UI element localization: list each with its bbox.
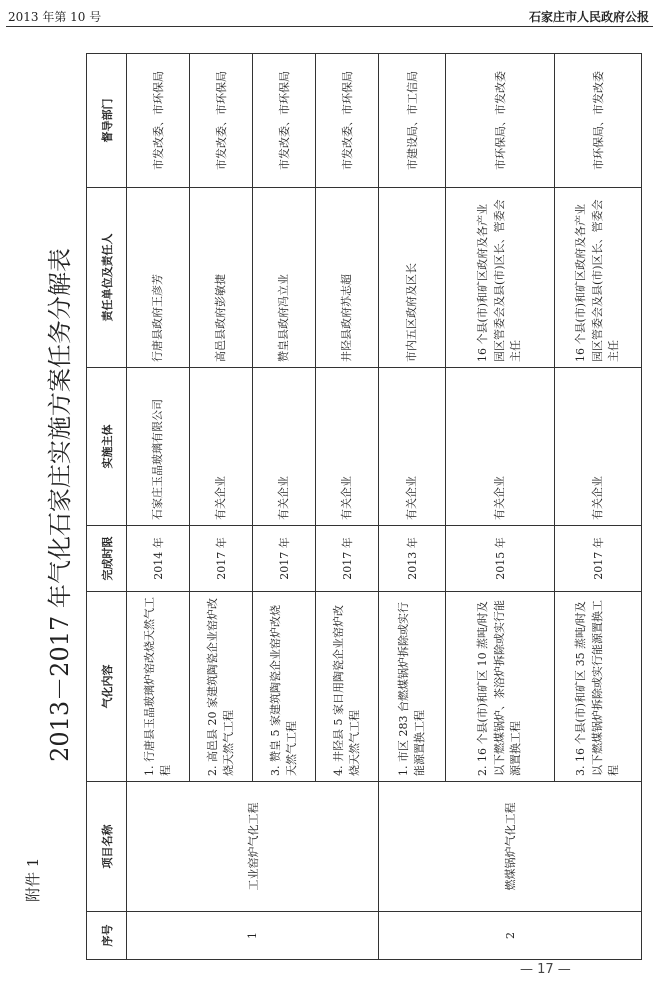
deadline-cell: 2017 年 bbox=[190, 526, 253, 592]
header-deadline: 完成时限 bbox=[87, 526, 127, 592]
supervisor-cell: 市环保局、市发改委 bbox=[555, 54, 642, 188]
header-no: 序号 bbox=[87, 912, 127, 960]
row-number: 1 bbox=[127, 912, 379, 960]
header-content: 气化内容 bbox=[87, 592, 127, 782]
responsible-cell: 市内五区政府及区长 bbox=[379, 188, 446, 368]
project-name: 燃煤锅炉气化工程 bbox=[379, 782, 642, 912]
responsible-cell: 高邑县政府彭敏捷 bbox=[190, 188, 253, 368]
supervisor-cell: 市环保局、市发改委 bbox=[446, 54, 555, 188]
subject-cell: 有关企业 bbox=[253, 368, 316, 526]
subject-cell: 石家庄玉晶玻璃有限公司 bbox=[127, 368, 190, 526]
responsible-cell: 井陉县政府苏志超 bbox=[316, 188, 379, 368]
responsible-cell: 16 个县(市)和矿区政府及各产业园区管委会及县(市)区长、管委会主任 bbox=[555, 188, 642, 368]
subject-cell: 有关企业 bbox=[190, 368, 253, 526]
subject-cell: 有关企业 bbox=[316, 368, 379, 526]
table-row bbox=[127, 54, 190, 960]
header-project: 项目名称 bbox=[87, 782, 127, 912]
header-supervisor: 督导部门 bbox=[87, 54, 127, 188]
issue-number: 2013 年第 10 号 bbox=[8, 10, 102, 24]
task-table bbox=[86, 53, 642, 960]
content-cell: 1. 市区 283 台燃煤锅炉拆除或实行能源置换工程 bbox=[379, 592, 446, 782]
subject-cell: 有关企业 bbox=[555, 368, 642, 526]
content-cell: 4. 井陉县 5 家日用陶瓷企业窑炉改烧天然气工程 bbox=[316, 592, 379, 782]
supervisor-cell: 市发改委、市环保局 bbox=[316, 54, 379, 188]
rotated-table-area bbox=[40, 50, 648, 960]
deadline-cell: 2013 年 bbox=[379, 526, 446, 592]
deadline-cell: 2017 年 bbox=[253, 526, 316, 592]
subject-cell: 有关企业 bbox=[446, 368, 555, 526]
document-title: 2013－2017 年气化石家庄实施方案任务分解表 bbox=[46, 248, 74, 762]
responsible-cell: 行唐县政府王彦芳 bbox=[127, 188, 190, 368]
responsible-cell: 16 个县(市)和矿区政府及各产业园区管委会及县(市)区长、管委会主任 bbox=[446, 188, 555, 368]
content-cell: 3. 赞皇 5 家建筑陶瓷企业窑炉改烧天然气工程 bbox=[253, 592, 316, 782]
content-cell: 2. 高邑县 20 家建筑陶瓷企业窑炉改烧天然气工程 bbox=[190, 592, 253, 782]
content-cell: 1. 行唐县玉晶玻璃炉窑改烧天然气工程 bbox=[127, 592, 190, 782]
header-subject: 实施主体 bbox=[87, 368, 127, 526]
content-cell: 3. 16 个县(市)和矿区 35 蒸吨/时及以下燃煤锅炉拆除或实行能源置换工程 bbox=[555, 592, 642, 782]
responsible-cell: 赞皇县政府冯立业 bbox=[253, 188, 316, 368]
header-rule bbox=[6, 26, 653, 27]
subject-cell: 有关企业 bbox=[379, 368, 446, 526]
supervisor-cell: 市建设局、市工信局 bbox=[379, 54, 446, 188]
supervisor-cell: 市发改委、市环保局 bbox=[190, 54, 253, 188]
header-responsible: 责任单位及责任人 bbox=[87, 188, 127, 368]
content-cell: 2. 16 个县(市)和矿区 10 蒸吨/时及以下燃煤锅炉、茶浴炉拆除或实行能源置换工程 bbox=[446, 592, 555, 782]
project-name: 工业窑炉气化工程 bbox=[127, 782, 379, 912]
table-row bbox=[379, 54, 446, 960]
row-number: 2 bbox=[379, 912, 642, 960]
deadline-cell: 2017 年 bbox=[555, 526, 642, 592]
attachment-label: 附件 1 bbox=[24, 857, 42, 902]
supervisor-cell: 市发改委、市环保局 bbox=[127, 54, 190, 188]
deadline-cell: 2017 年 bbox=[316, 526, 379, 592]
supervisor-cell: 市发改委、市环保局 bbox=[253, 54, 316, 188]
table-header-row bbox=[87, 54, 127, 960]
deadline-cell: 2015 年 bbox=[446, 526, 555, 592]
deadline-cell: 2014 年 bbox=[127, 526, 190, 592]
publication-name: 石家庄市人民政府公报 bbox=[528, 10, 649, 24]
page-number: — 17 — bbox=[520, 962, 571, 977]
